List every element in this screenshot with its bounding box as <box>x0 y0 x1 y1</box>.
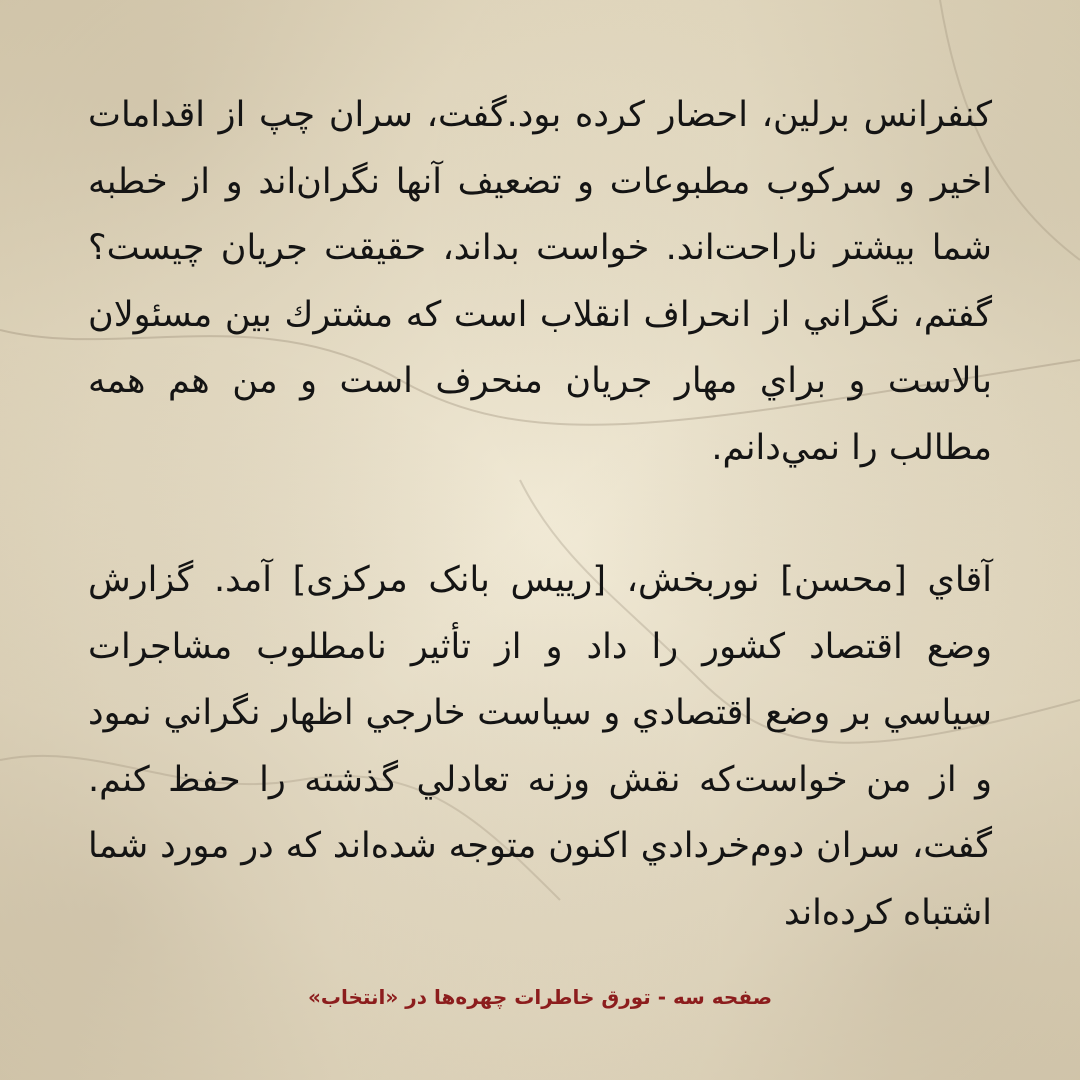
page-caption: صفحه سه - تورق خاطرات چهره‌ها در «انتخاب» <box>307 985 773 1009</box>
memoir-page <box>88 82 992 962</box>
paragraph-2: آقاي [محسن] نوربخش، [رییس بانک مرکزی] آمد. گزارش وضع اقتصاد کشور را داد و از تأثیر نامطلوب مشاجرات سیاسي بر وضع اقتصادي و سیاست خارجي اظهار نگراني نمود و از من خواست‌که نقش وزنه تعادلي گذشته را حفظ کنم. گفت، سران دوم‌خردادي اکنون متوجه شده‌اند که در مورد شما اشتباه کرده‌اند <box>88 560 992 933</box>
paragraph-1: کنفرانس برلین، احضار کرده بود.گفت، سران چپ از اقدامات اخیر و سرکوب مطبوعات و تضعیف آنها نگران‌اند و از خطبه شما بیشتر ناراحت‌اند. خواست بداند، حقیقت جریان چیست؟ گفتم، نگراني از انحراف انقلاب است که مشترك بین مسئولان بالاست و براي مهار جریان منحرف است و من هم همه مطالب را نمي‌دانم. <box>88 95 992 468</box>
